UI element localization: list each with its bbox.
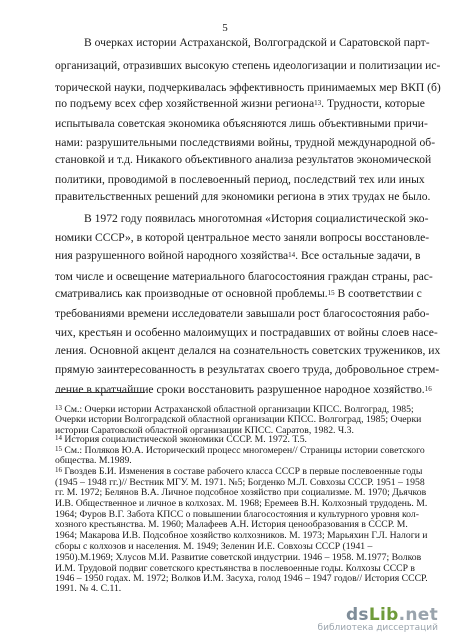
footnote-ref: 13 (314, 99, 322, 107)
body-line: нами: разрушительными последствиями войны, трудной международной об- (55, 136, 436, 149)
footnote-line: $^{13}$ См.: Очерки истории Астраханской областной организации КПСС. Волгоград, 1985; (55, 404, 414, 415)
footnote-number: 15 (55, 445, 62, 453)
body-line: организаций, отразивших высокую степень идеологизации и политизации ис- (55, 59, 441, 72)
watermark-net: .net (398, 605, 438, 625)
footnote-ref: 14 (288, 251, 296, 259)
footnote-line: истории Саратовской областной организации КПСС. Саратов, 1982. Ч.3. (55, 425, 354, 436)
body-line: ление в кратчайшие сроки восстановить разрушенное народное хозяйство.$^{16}$ (55, 383, 432, 396)
footnote-line: $^{16}$ Гвоздев Б.И. Изменения в составе рабочего класса СССР в первые послевоенные годы (55, 466, 423, 477)
footnote-divider (55, 392, 145, 393)
body-line: требованиями времени исследователи завышали рост благосостояния рабо- (55, 307, 430, 320)
body-line: В 1972 году появилась многотомная «История социалистической эко- (84, 212, 429, 225)
body-line: сматривались как производные от основной проблемы.$^{15}$ В соответствии с (55, 287, 422, 300)
body-line: правительственных решений для экономики региона в этих трудах не было. (55, 190, 431, 203)
body-line: ния разрушенного войной народного хозяйства$^{14}$. Все остальные задачи, в (55, 249, 421, 262)
body-line: прямую заинтересованность в результатах своего труда, добровольное стрем- (55, 363, 440, 376)
footnote-line: 1991. № 4. С.11. (55, 583, 122, 594)
watermark-subtitle: библиотека диссертаций (317, 623, 438, 633)
footnote-number: 14 (55, 434, 62, 442)
footnote-line: 1964; Фуров В.Г. Забота КПСС о повышении благосостояния и культурного уровня кол- (55, 509, 419, 520)
footnote-ref: 16 (424, 385, 432, 393)
footnote-line: И.В. Общественное и личное в колхозах. М. 1968; Еремеев В.Н. Колхозный трудодень. М. (55, 498, 428, 509)
body-line: том числе и освещение материального благосостояния граждан страны, рас- (55, 270, 433, 283)
footnote-line: И.М. Трудовой подвиг советского крестьянства в послевоенные годы. Колхозы СССР в (55, 563, 416, 574)
footnote-line: 1950).М.1969; Хлусов М.И. Развитие советской индустрии. 1946 – 1958. М.1977; Волков (55, 552, 422, 563)
footnote-number: 16 (55, 466, 62, 474)
footnote-line: гг. М. 1972; Белянов В.А. Личное подсобное хозяйство при социализме. М. 1970; Дьячков (55, 487, 427, 498)
watermark-logo (318, 605, 438, 633)
footnote-line: сборы с колхозов и населения. М. 1949; Зеленин И.Е. Совхозы СССР (1941 – (55, 541, 373, 552)
body-line: ления. Основной акцент делался на сознательность советских тружеников, их (55, 344, 441, 357)
footnote-line: $^{15}$ См.: Поляков Ю.А. Исторический процесс многомерен// Страницы истории советского (55, 445, 425, 456)
body-line: чих, крестьян и особенно малоимущих и пострадавших от войны слоев насе- (55, 326, 438, 339)
footnote-line: хозного крестьянства. М. 1960; Малафеев А.Н. История ценообразования в СССР. М. (55, 519, 408, 530)
footnote-line: 1946 – 1950 годах. М. 1972; Волков И.М. Засуха, голод 1946 – 1947 годов// История СССР. (55, 573, 428, 584)
footnote-line: $^{14}$ История социалистической экономики СССР. М. 1972. Т.5. (55, 434, 307, 445)
page-number: 5 (222, 22, 228, 34)
body-line: политики, проводимой в послевоенный период, последствий тех или иных (55, 173, 425, 186)
body-line: по подъему всех сфер хозяйственной жизни региона$^{13}$. Трудности, которые (55, 97, 425, 110)
body-line: В очерках истории Астраханской, Волгоградской и Саратовской парт- (84, 36, 430, 49)
footnote-line: (1945 – 1948 гг.)// Вестник МГУ. М. 1971. №5; Богденко М.Л. Совхозы СССР. 1951 – 1958 (55, 477, 425, 488)
footnote-number: 13 (55, 404, 62, 412)
footnote-ref: 15 (327, 289, 335, 297)
footnote-line: общества. М.1989. (55, 455, 132, 466)
watermark-ds: ds (345, 605, 369, 625)
body-line: испытывала советская экономика объясняются лишь объективными причи- (55, 117, 428, 130)
body-line: номики СССР», в которой центральное место заняли вопросы восстановле- (55, 231, 430, 244)
watermark-lib: Lib (368, 605, 399, 625)
body-line: становкой и т.д. Никакого объективного анализа результатов экономической (55, 153, 432, 166)
footnote-line: Очерки истории Волгоградской областной организации КПСС. Волгоград, 1985; Очерки (55, 414, 422, 425)
footnote-line: 1964; Макарова И.В. Подсобное хозяйство колхозников. М. 1973; Марьяхин Г.Л. Налоги и (55, 530, 428, 541)
body-line: торической науки, подчеркивалась эффективность принимаемых мер ВКП (б) (55, 81, 441, 94)
